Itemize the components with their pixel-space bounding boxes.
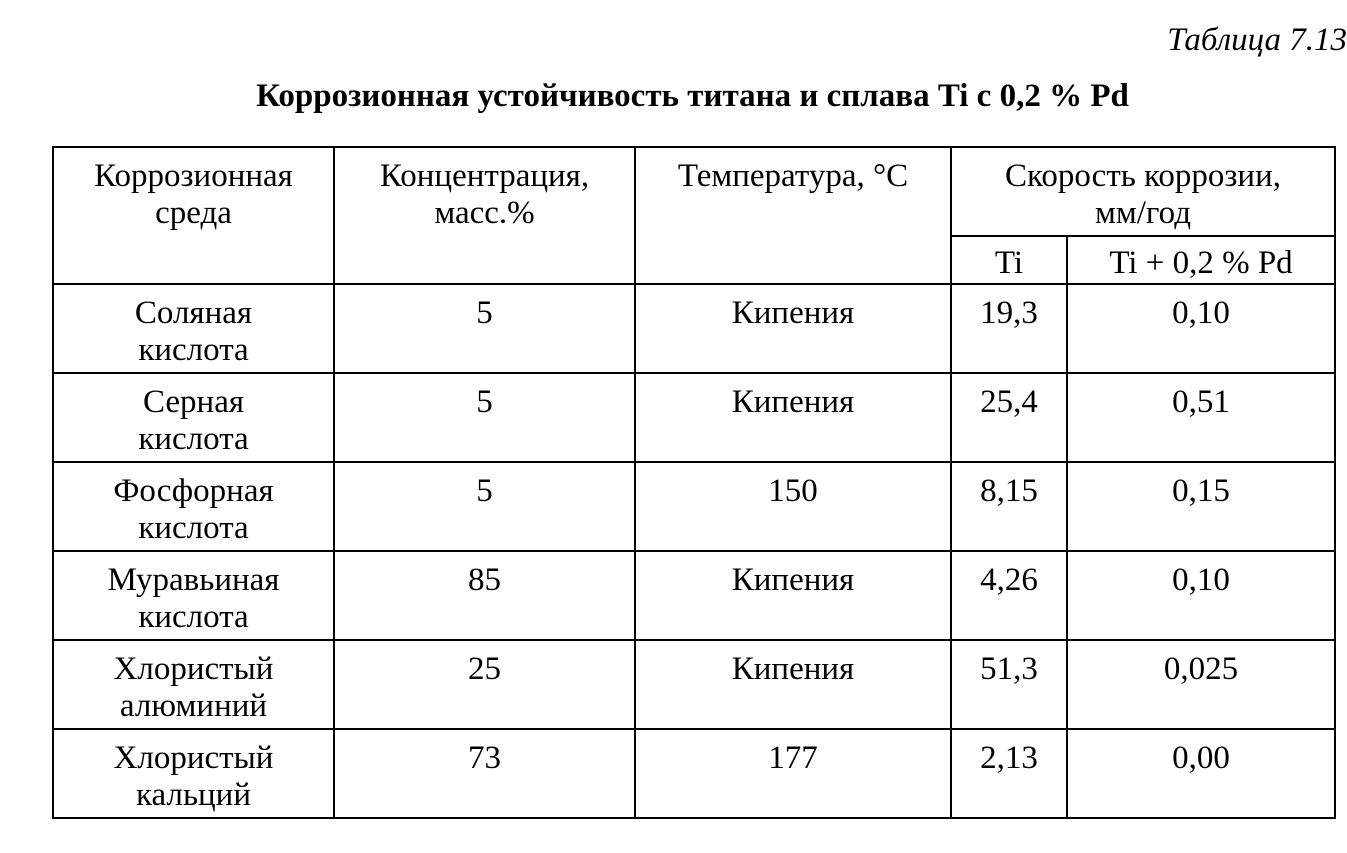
cell-ti-pd: 0,10 [1067, 284, 1335, 373]
cell-temperature: Кипения [635, 284, 951, 373]
cell-concentration: 25 [334, 640, 635, 729]
cell-ti-pd: 0,51 [1067, 373, 1335, 462]
header-medium [53, 147, 334, 284]
cell-ti: 19,3 [951, 284, 1067, 373]
cell-ti-pd: 0,025 [1067, 640, 1335, 729]
table-row [53, 373, 1335, 462]
cell-medium-line-1: Серная [142, 384, 245, 420]
cell-medium-line-1: Муравьиная [107, 562, 280, 598]
cell-concentration: 73 [334, 729, 635, 818]
header-ti-pd-text: Ti + 0,2 % Pd [1109, 245, 1293, 281]
cell-temperature: Кипения [635, 551, 951, 640]
cell-ti: 8,15 [951, 462, 1067, 551]
cell-medium-line-1: Фосфорная [113, 473, 274, 509]
cell-temperature: Кипения [635, 373, 951, 462]
header-corrosion-rate-line-1: Скорость коррозии, [1004, 158, 1282, 194]
table-row [53, 284, 1335, 373]
header-ti [951, 236, 1067, 284]
cell-medium-line-1: Соляная [134, 295, 253, 331]
cell-temperature: 150 [635, 462, 951, 551]
header-temperature-text: Температура, °С [677, 158, 909, 194]
header-ti-text: Ti [994, 245, 1024, 281]
cell-temperature: Кипения [635, 640, 951, 729]
cell-medium [53, 462, 334, 551]
header-ti-pd [1067, 236, 1335, 284]
cell-medium [53, 551, 334, 640]
table-title: Коррозионная устойчивость титана и сплава Ti с 0,2 % Pd [256, 78, 1129, 114]
cell-concentration: 5 [334, 284, 635, 373]
cell-medium [53, 729, 334, 818]
cell-ti: 25,4 [951, 373, 1067, 462]
cell-ti-pd: 0,15 [1067, 462, 1335, 551]
header-medium-line-1: Коррозионная [94, 158, 293, 194]
cell-ti-pd: 0,00 [1067, 729, 1335, 818]
header-temperature [635, 147, 951, 284]
header-concentration-line-1: Концентрация, [379, 158, 590, 194]
table-row [53, 729, 1335, 818]
cell-concentration: 5 [334, 462, 635, 551]
cell-medium-line-1: Хлористый [113, 651, 274, 687]
table-row [53, 462, 1335, 551]
cell-ti: 51,3 [951, 640, 1067, 729]
cell-medium [53, 284, 334, 373]
cell-concentration: 85 [334, 551, 635, 640]
header-concentration [334, 147, 635, 284]
header-corrosion-rate [951, 147, 1335, 236]
header-concentration-line-2: масс.% [434, 195, 535, 231]
corrosion-table [52, 146, 1336, 819]
header-medium-line-2: среда [155, 195, 232, 231]
cell-medium-line-2: кислота [138, 599, 249, 635]
cell-medium [53, 373, 334, 462]
cell-concentration: 5 [334, 373, 635, 462]
cell-medium-line-1: Хлористый [113, 740, 274, 776]
header-corrosion-rate-line-2: мм/год [1095, 195, 1191, 231]
table-number: Таблица 7.13 [1167, 22, 1347, 58]
table-row [53, 551, 1335, 640]
table-row [53, 640, 1335, 729]
cell-medium-line-2: кислота [138, 332, 249, 368]
cell-temperature: 177 [635, 729, 951, 818]
cell-medium-line-2: алюминий [119, 688, 268, 724]
cell-ti: 4,26 [951, 551, 1067, 640]
cell-ti: 2,13 [951, 729, 1067, 818]
cell-medium-line-2: кислота [138, 510, 249, 546]
cell-ti-pd: 0,10 [1067, 551, 1335, 640]
cell-medium-line-2: кальций [136, 777, 251, 813]
table-header [53, 147, 1335, 284]
cell-medium-line-2: кислота [138, 421, 249, 457]
cell-medium [53, 640, 334, 729]
table-body [53, 284, 1335, 818]
